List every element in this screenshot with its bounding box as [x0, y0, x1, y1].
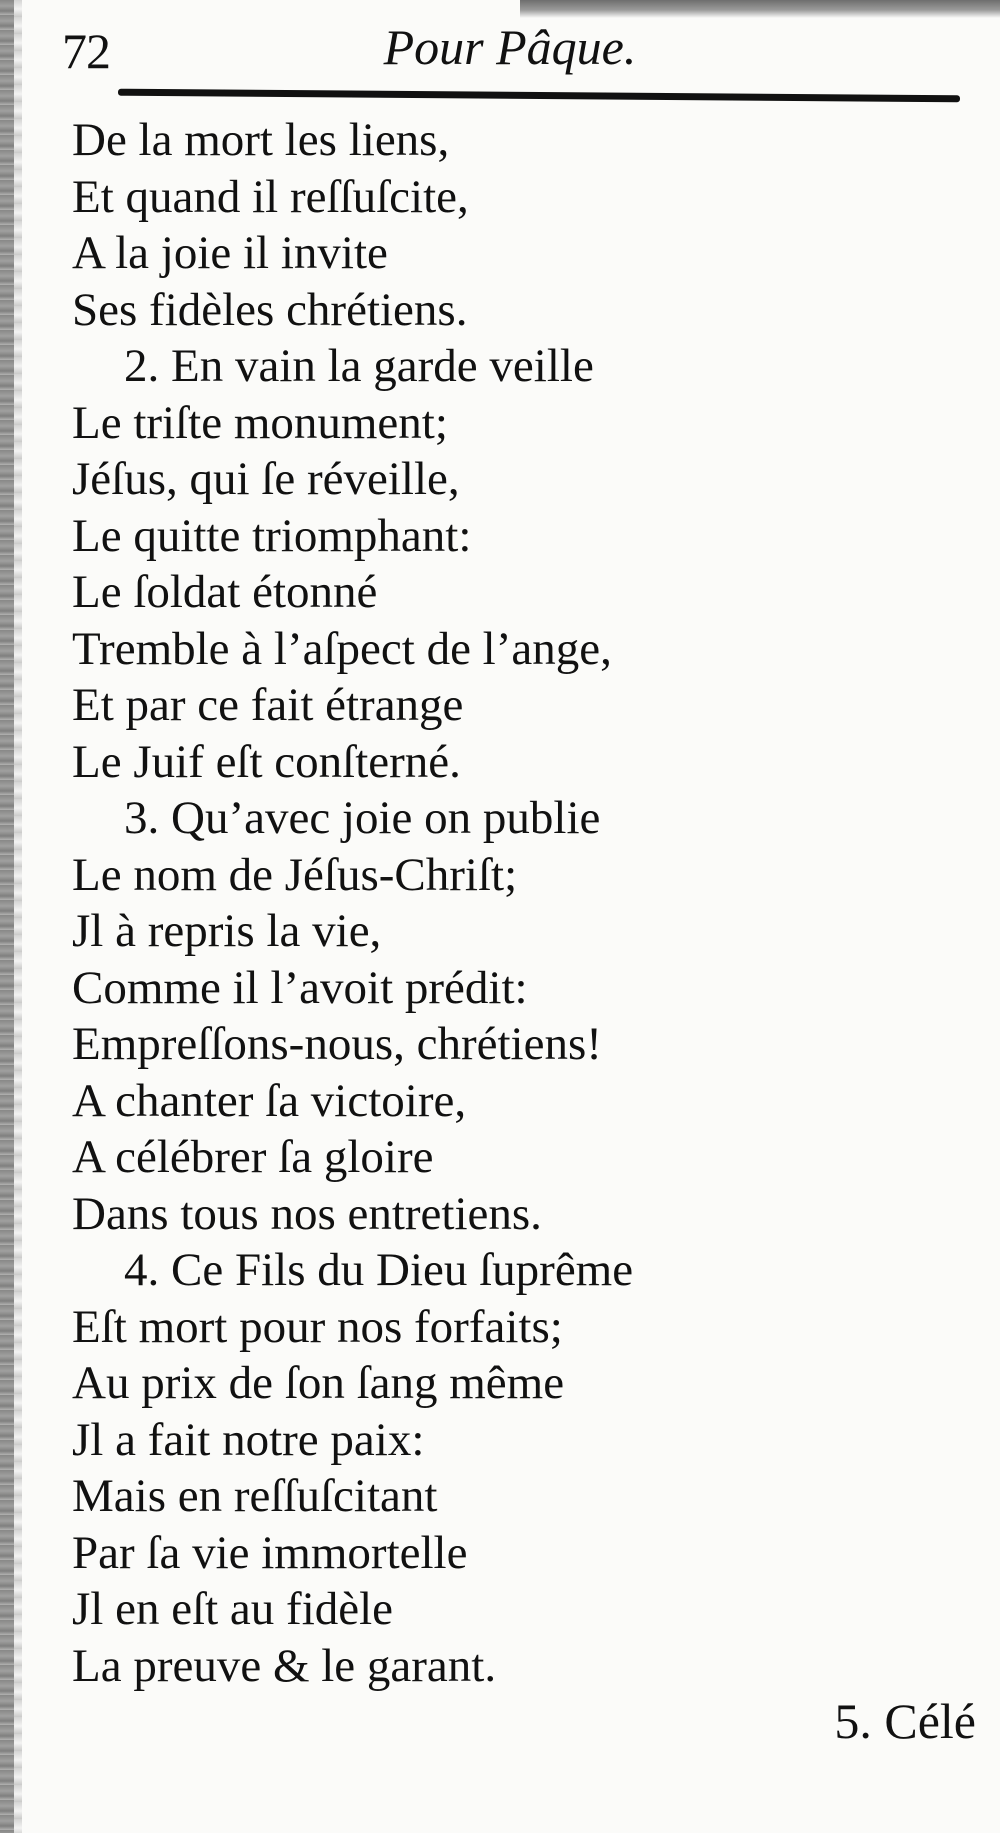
verse-line: Par ſa vie immortelle — [72, 1526, 468, 1579]
verse-line: Le quitte triomphant: — [72, 509, 472, 562]
header-rule — [118, 89, 960, 103]
verse-line: A la joie il invite — [72, 227, 388, 279]
verse-line: Le nom de Jéſus-Chriſt; — [72, 848, 518, 901]
verse-line: A chanter ſa victoire, — [72, 1074, 467, 1127]
hymn-text — [72, 112, 952, 1694]
verse-line: Le triſte monument; — [72, 396, 448, 449]
verse-line: Comme il l’avoit prédit: — [72, 961, 528, 1014]
verse-line: Et quand il reſſuſcite, — [72, 170, 469, 223]
page-edge-shadow — [0, 0, 14, 1833]
verse-line: 3. Qu’avec joie on publie — [124, 792, 601, 844]
verse-line: Dans tous nos entretiens. — [72, 1187, 542, 1240]
verse-line: Et par ce fait étrange — [72, 679, 464, 731]
verse-line: Ses fidèles chrétiens. — [72, 283, 468, 336]
running-head: Pour Pâque. — [383, 19, 637, 75]
verse-line: Tremble à l’aſpect de l’ange, — [72, 622, 612, 675]
verse-line: Eſt mort pour nos forfaits; — [72, 1300, 563, 1353]
verse-line: Mais en reſſuſcitant — [72, 1470, 438, 1522]
verse-line: Jl en eſt au fidèle — [72, 1583, 394, 1635]
page-edge-highlight — [14, 0, 22, 1833]
verse-line: 2. En vain la garde veille — [124, 340, 594, 392]
verse-line: Jéſus, qui ſe réveille, — [72, 453, 460, 505]
verse-line: 4. Ce Fils du Dieu ſuprême — [124, 1244, 634, 1296]
verse-line: Jl a fait notre paix: — [72, 1413, 425, 1466]
verse-line: Empreſſons-nous, chrétiens! — [72, 1018, 602, 1070]
catchword: 5. Célé — [834, 1693, 976, 1749]
verse-line: Le ſoldat étonné — [72, 566, 378, 618]
top-edge-shadow — [520, 0, 1000, 18]
verse-line: A célébrer ſa gloire — [72, 1131, 434, 1183]
verse-line: De la mort les liens, — [72, 114, 450, 166]
verse-line: Le Juif eſt conſterné. — [72, 735, 461, 788]
page-number: 72 — [62, 23, 110, 79]
verse-line: Au prix de ſon ſang même — [72, 1357, 565, 1409]
verse-line: Jl à repris la vie, — [72, 905, 382, 957]
verse-line: La preuve & le garant. — [72, 1639, 497, 1692]
